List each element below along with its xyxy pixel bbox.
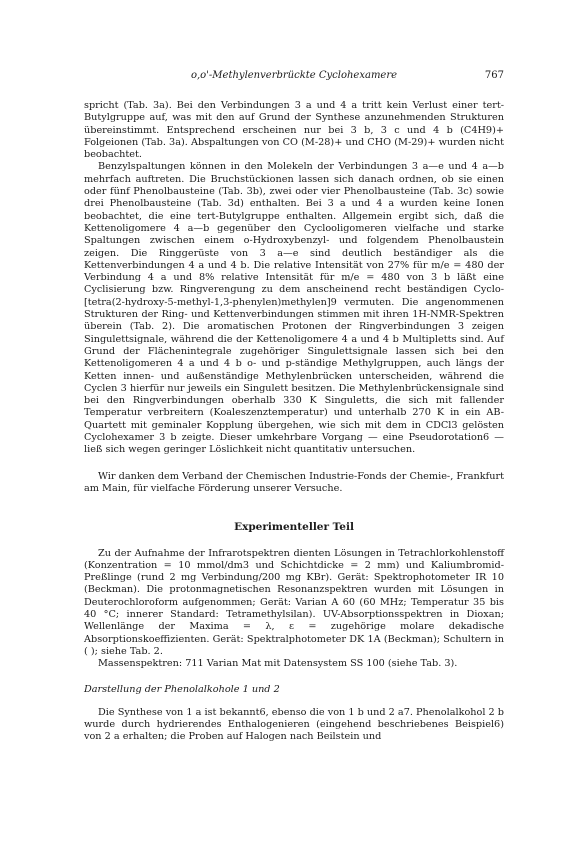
paragraph-benzyl-cleavage: Benzylspaltungen können in den Molekeln der Verbindungen 3 a—e und 4 a—b mehrfach auftreten. Die Bruchstückionen lassen sich danach ordnen, ob sie einen oder fünf Phenolbausteine (Tab. 3b), zwei oder vier Phenolbausteine (Tab. 3c) sowie drei Phenolbausteine (Tab. 3d) enthalten. Bei 3 a und 4 a wurden keine Ionen beobachtet, die eine tert-Butylgruppe enthalten. Allgemein ergibt sich, daß die Kettenoligomere 4 a—b gegenüber den Cyclooligomeren vielfache und starke Spaltungen zwischen einem o-Hydroxybenzyl- und folgendem Phenolbaustein zeigen. Die Ringgerüste von 3 a—e sind deutlich beständiger als die Kettenverbindungen 4 a und 4 b. Die relative Intensität von 27% für m/e = 480 der Verbindung 4 a und 8% relative Intensität für m/e = 480 von 3 b läßt eine Cyclisierung bzw. Ringverengung zu dem anscheinend recht beständigen Cyclo-[tetra(2-hydroxy-5-methyl-1,3-phenylen)methylen]9 vermuten. Die angenommenen Strukturen der Ring- und Kettenverbindungen stimmen mit ihren 1H-NMR-Spektren überein (Tab. 2). Die aromatischen Protonen der Ringverbindungen 3 zeigen Singulettsignale, während die der Kettenoligomere 4 a und 4 b Multipletts sind. Auf Grund der Flächenintegrale zugehöriger Singulettsignale lassen sich bei den Kettenoligomeren 4 a und 4 b o- und p-ständige Methylgruppen, auch längs der Ketten innen- und außenständige Methylenbrücken unterscheiden, während die Cyclen 3 hierfür nur jeweils ein Singulett besitzen. Die Methylenbrückensignale sind bei den Ringverbindungen oberhalb 330 K Singuletts, die sich mit fallender Temperatur verbreitern (Koaleszenztemperatur) und unterhalb 270 K in ein AB-Quartett mit geminaler Kopplung übergehen, wie sich mit dem in CDCl3 gelösten Cyclohexamer 3 b zeigte. Dieser umkehrbare Vorgang — eine Pseudorotation6 — ließ sich wegen geringer Löslichkeit nicht quantitativ untersuchen. — [84, 161, 504, 456]
journal-page — [84, 70, 504, 744]
paragraph-acknowledgement: Wir danken dem Verband der Chemischen Industrie-Fonds der Chemie-, Frankfurt am Main, für vielfache Förderung unserer Versuche. — [84, 470, 504, 494]
body-text — [84, 100, 504, 744]
page-number: 767 — [484, 70, 504, 81]
paragraph-mass-spectra: Massenspektren: 711 Varian Mat mit Datensystem SS 100 (siehe Tab. 3). — [98, 658, 458, 670]
running-title: o,o'-Methylenverbrückte Cyclohexamere — [190, 70, 398, 81]
paragraph-mass-spec-fragments: spricht (Tab. 3a). Bei den Verbindungen 3 a und 4 a tritt kein Verlust einer tert-Butylgruppe auf, was mit den auf Grund der Synthese anzunehmenden Strukturen übereinstimmt. Entsprechend erscheinen nur bei 3 b, 3 c und 4 b (C4H9)+ Folgeionen (Tab. 3a). Abspaltungen von CO (M-28)+ und CHO (M-29)+ wurden nicht beobachtet. — [84, 100, 504, 161]
paragraph-instrumentation: Zu der Aufnahme der Infrarotspektren dienten Lösungen in Tetrachlorkohlenstoff (Konzentration = 10 mmol/dm3 und Schichtdicke = 2 mm) und Kaliumbromid-Preßlinge (rund 2 mg Verbindung/200 mg KBr). Gerät: Spektrophotometer IR 10 (Beckman). Die protonmagnetischen Resonanzspektren wurden mit Lösungen in Deuterochloroform aufgenommen; Gerät: Varian A 60 (60 MHz; Temperatur 35 bis 40 °C; innerer Standard: Tetramethylsilan). UV-Absorptionsspektren in Dioxan; Wellenlänge der Maxima = λ, ε = zugehörige molare dekadische Absorptionskoeffizienten. Gerät: Spektralphotometer DK 1A (Beckman); Schultern in ( ); siehe Tab. 2. — [84, 547, 504, 657]
paragraph-synthesis: Die Synthese von 1 a ist bekannt6, ebenso die von 1 b und 2 a7. Phenolalkohol 2 b wurde durch hydrierendes Enthalogenieren (eingehend beschriebenes Beispiel6) von 2 a erhalten; die Proben auf Halogen nach Beilstein und — [84, 706, 504, 743]
section-heading-experimental: Experimenteller Teil — [234, 521, 354, 534]
subsection-heading-phenolalkohole: Darstellung der Phenolalkohole 1 und 2 — [84, 684, 280, 696]
running-header — [84, 70, 504, 86]
